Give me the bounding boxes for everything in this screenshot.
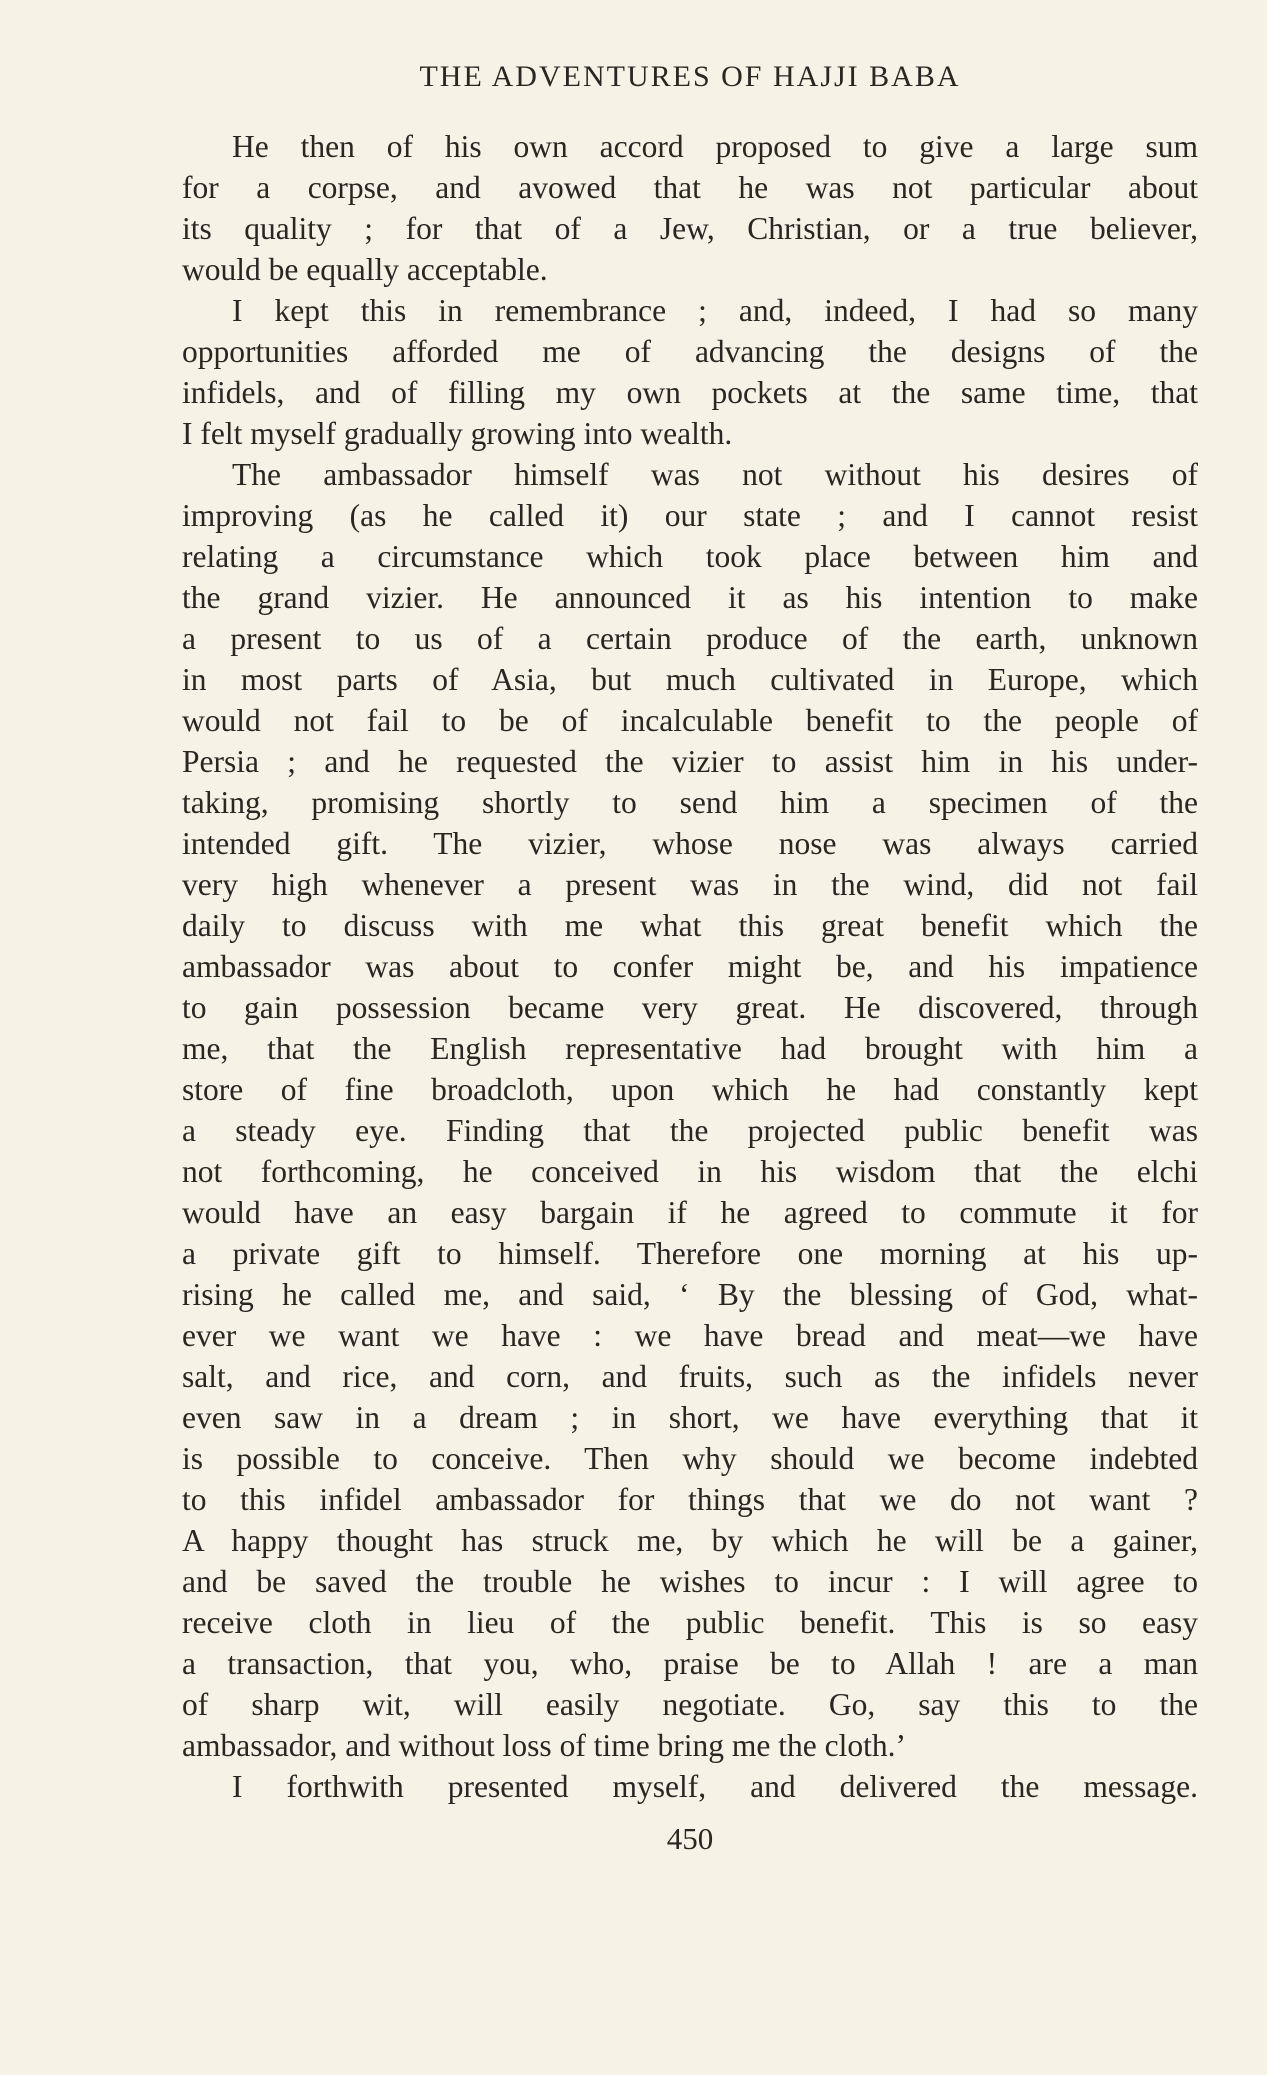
text-line: and be saved the trouble he wishes to incur : I will agree to [182, 1564, 1198, 1599]
text-line: in most parts of Asia, but much cultivated in Europe, which [182, 662, 1198, 697]
text-line: I felt myself gradually growing into wealth. [182, 416, 733, 451]
text-line: not forthcoming, he conceived in his wisdom that the elchi [182, 1154, 1198, 1189]
text-line: A happy thought has struck me, by which he will be a gainer, [182, 1523, 1198, 1558]
text-line: store of fine broadcloth, upon which he had constantly kept [182, 1072, 1198, 1107]
text-line: relating a circumstance which took place between him and [182, 539, 1198, 574]
text-line: taking, promising shortly to send him a specimen of the [182, 785, 1198, 820]
text-line: opportunities afforded me of advancing the designs of the [182, 334, 1198, 369]
text-line: infidels, and of filling my own pockets at the same time, that [182, 375, 1198, 410]
text-line: me, that the English representative had brought with him a [182, 1031, 1198, 1066]
text-line: a private gift to himself. Therefore one morning at his up- [182, 1236, 1198, 1271]
text-line: would not fail to be of incalculable benefit to the people of [182, 703, 1198, 738]
text-line: for a corpse, and avowed that he was not particular about [182, 170, 1198, 205]
text-line: even saw in a dream ; in short, we have everything that it [182, 1400, 1198, 1435]
text-line: ambassador was about to confer might be, and his impatience [182, 949, 1198, 984]
text-line: of sharp wit, will easily negotiate. Go, say this to the [182, 1687, 1198, 1722]
text-line: ever we want we have : we have bread and meat—we have [182, 1318, 1198, 1353]
text-line: its quality ; for that of a Jew, Christian, or a true believer, [182, 211, 1198, 246]
text-line: to gain possession became very great. He discovered, through [182, 990, 1198, 1025]
text-line: the grand vizier. He announced it as his intention to make [182, 580, 1198, 615]
text-line: He then of his own accord proposed to give a large sum [232, 129, 1198, 164]
text-line: I kept this in remembrance ; and, indeed, I had so many [232, 293, 1198, 328]
text-line: rising he called me, and said, ‘ By the blessing of God, what- [182, 1277, 1198, 1312]
running-title: THE ADVENTURES OF HAJJI BABA [419, 60, 961, 93]
text-line: intended gift. The vizier, whose nose was always carried [182, 826, 1198, 861]
text-line: receive cloth in lieu of the public benefit. This is so easy [182, 1605, 1198, 1640]
text-line: a present to us of a certain produce of the earth, unknown [182, 621, 1198, 656]
text-line: Persia ; and he requested the vizier to assist him in his under- [182, 744, 1198, 779]
text-line: to this infidel ambassador for things that we do not want ? [182, 1482, 1198, 1517]
text-line: salt, and rice, and corn, and fruits, such as the infidels never [182, 1359, 1198, 1394]
text-line: would have an easy bargain if he agreed to commute it for [182, 1195, 1198, 1230]
text-line: improving (as he called it) our state ; and I cannot resist [182, 498, 1198, 533]
page-number: 450 [666, 1821, 714, 1856]
text-line: I forthwith presented myself, and delivered the message. [232, 1769, 1198, 1804]
text-line: ambassador, and without loss of time bring me the cloth.’ [182, 1728, 906, 1763]
text-line: a steady eye. Finding that the projected public benefit was [182, 1113, 1198, 1148]
text-line: daily to discuss with me what this great benefit which the [182, 908, 1198, 943]
body-text [182, 126, 1198, 1807]
text-line: The ambassador himself was not without his desires of [232, 457, 1198, 492]
text-line: is possible to conceive. Then why should we become indebted [182, 1441, 1198, 1476]
text-line: would be equally acceptable. [182, 252, 548, 287]
text-line: a transaction, that you, who, praise be to Allah ! are a man [182, 1646, 1198, 1681]
text-line: very high whenever a present was in the wind, did not fail [182, 867, 1198, 902]
